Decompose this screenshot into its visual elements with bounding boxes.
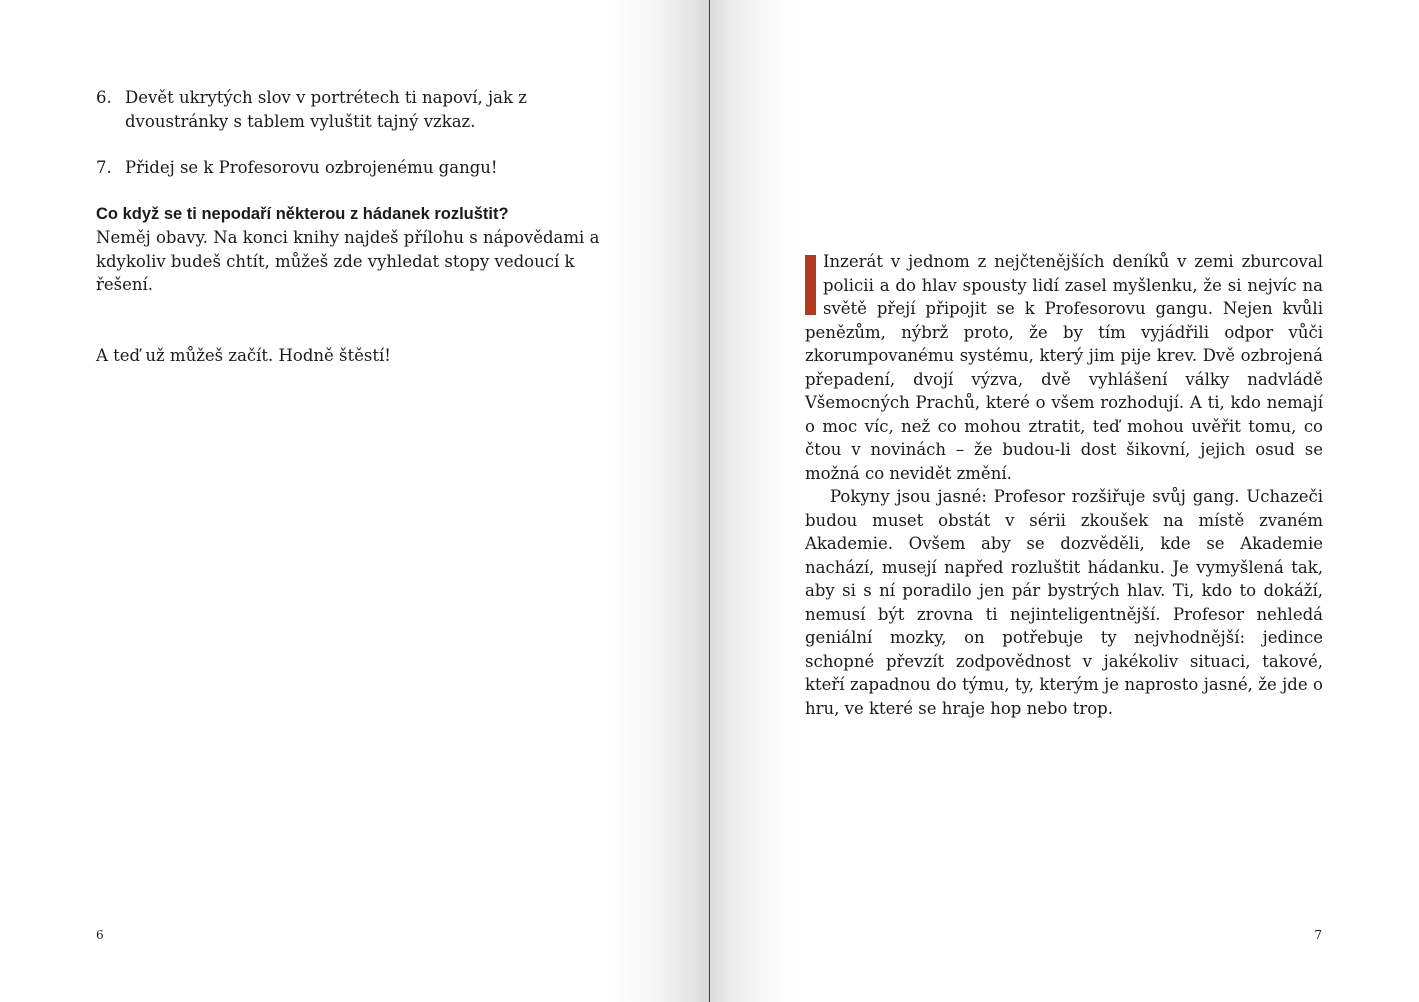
list-item: [96, 86, 616, 133]
faq-text: Neměj obavy. Na konci knihy najdeš přílohu s nápovědami a kdykoliv budeš chtít, můžeš zde vyhledat stopy vedoucí k řešení.: [96, 228, 600, 294]
list-item-number: 6.: [96, 88, 112, 107]
page-number-left: 6: [96, 928, 104, 942]
list-item-text: Devět ukrytých slov v portrétech ti napoví, jak z dvoustránky s tablem vyluštit tajný vzkaz.: [125, 88, 527, 131]
left-page-text: [96, 86, 616, 384]
faq-heading: Co když se ti nepodaří některou z hádanek rozluštit?: [96, 204, 509, 223]
body-paragraph: Pokyny jsou jasné: Profesor rozšiřuje svůj gang. Uchazeči budou muset obstát v sérii zkoušek na místě zvaném Akademie. Ovšem aby se dozvěděli, kde se Akademie nachází, musejí napřed rozluštit hádanku. Je vymyšlená tak, aby si s ní poradilo jen pár bystrých hlav. Ti, kdo to dokáží, nemusí být zrovna ti nejinteligentnější. Profesor nehledá geniální mozky, on potřebuje ty nejvhodnější: jedince schopné převzít zodpovědnost v jakékoliv situaci, takové, kteří zapadnou do týmu, ty, kterým je naprosto jasné, že jde o hru, ve které se hraje hop nebo trop.: [805, 487, 1323, 718]
page-number-right: 7: [1314, 928, 1322, 942]
right-page: [710, 0, 1419, 1002]
list-item: [96, 156, 616, 180]
right-page-text: [805, 250, 1323, 720]
list-item-text: Přidej se k Profesorovu ozbrojenému gangu!: [125, 158, 498, 177]
drop-cap-marker: [805, 255, 816, 315]
list-item-number: 7.: [96, 158, 112, 177]
body-paragraph: Inzerát v jednom z nejčtenějších deníků v zemi zburcoval policii a do hlav spousty lidí zasel myšlenku, že si nejvíc na světě přejí připojit se k Profesorovu gangu. Nejen kvůli penězům, nýbrž proto, že by tím vyjádřili odpor vůči zkorumpovanému systému, který jim pije krev. Dvě ozbrojená přepadení, dvojí výzva, dvě vyhlášení války nadvládě Všemocných Prachů, které o všem rozhodují. A ti, kdo nemají o moc víc, než co mohou ztratit, teď mohou uvěřit tomu, co čtou v novinách – že budou-li dost šikovní, jejich osud se možná co nevidět změní.: [805, 252, 1323, 483]
closing-line: A teď už můžeš začít. Hodně štěstí!: [96, 345, 391, 365]
